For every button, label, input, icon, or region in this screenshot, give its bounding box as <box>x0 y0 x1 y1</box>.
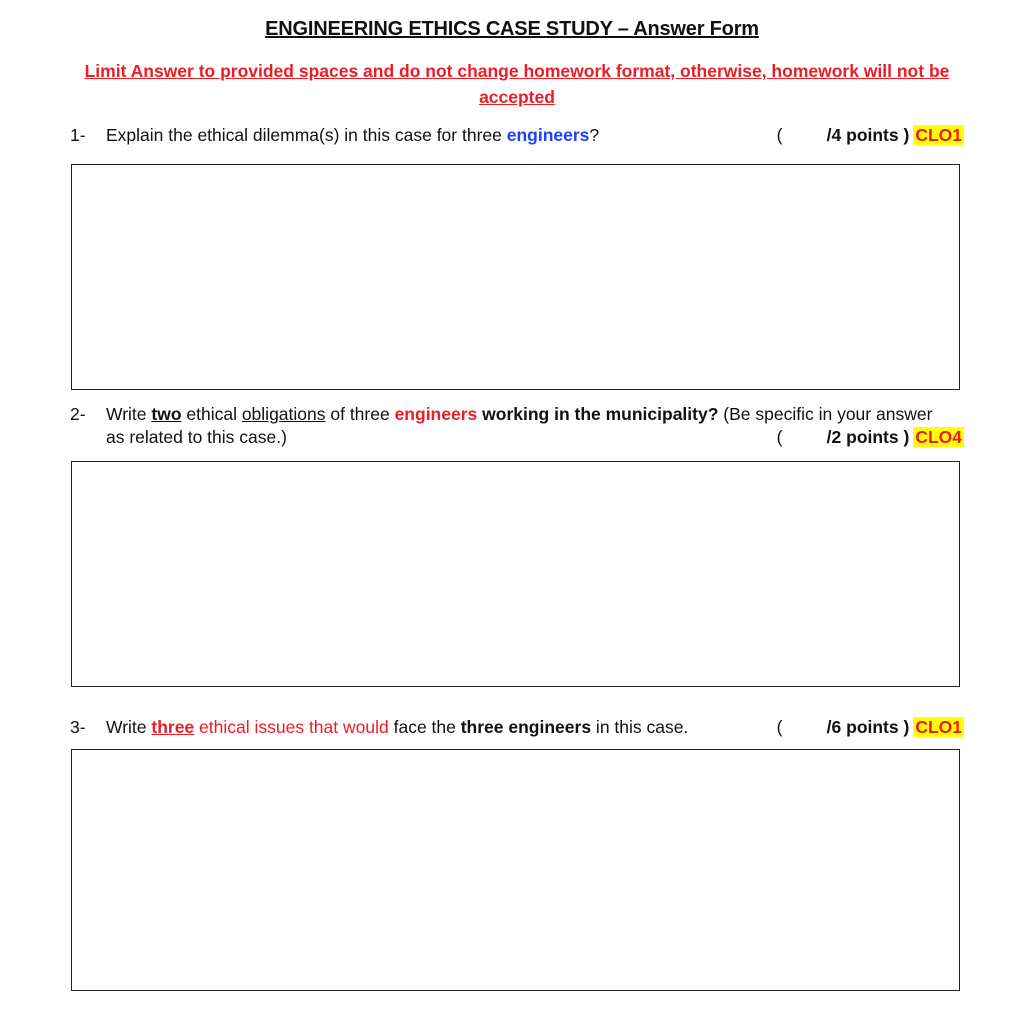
emphasis-ethical-issues: ethical issues that would <box>194 717 389 737</box>
answer-box-1[interactable] <box>71 164 960 390</box>
emphasis-two: two <box>151 404 182 424</box>
emphasis-obligations: obligations <box>241 404 326 424</box>
clo-badge: CLO4 <box>915 427 962 447</box>
text-part: ethical <box>181 404 242 424</box>
text-part: in this case. <box>591 717 689 737</box>
question-number: 1- <box>70 125 86 145</box>
points-field <box>777 124 964 147</box>
text-part: Write <box>106 404 152 424</box>
points-label: /6 points ) <box>826 717 910 737</box>
emphasis-three-engineers: three engineers <box>460 717 592 737</box>
question-text <box>106 124 599 147</box>
clo-badge: CLO1 <box>915 125 962 145</box>
question-number: 2- <box>70 404 86 424</box>
points-field <box>777 426 964 449</box>
points-label: /4 points ) <box>826 125 910 145</box>
paren-open: ( <box>776 427 783 447</box>
points-label: /2 points ) <box>826 427 910 447</box>
emphasis-engineers: engineers <box>506 125 590 145</box>
answer-box-3[interactable] <box>71 749 960 991</box>
text-part: (Be specific in your answer <box>718 404 933 424</box>
clo-badge: CLO1 <box>915 717 962 737</box>
question-text-line-2: as related to this case.) <box>106 427 287 447</box>
emphasis-municipality: working in the municipality? <box>482 404 719 424</box>
text-part: Write <box>106 717 152 737</box>
format-notice: Limit Answer to provided spaces and do not change homework format, otherwise, homework will not be accepted <box>84 61 950 107</box>
text-part: face the <box>388 717 461 737</box>
question-number: 3- <box>70 717 86 737</box>
points-field <box>777 716 964 739</box>
emphasis-engineers: engineers <box>394 404 478 424</box>
emphasis-three: three <box>151 717 195 737</box>
text-part: of three <box>325 404 395 424</box>
text-part: ? <box>589 125 600 145</box>
page-title: ENGINEERING ETHICS CASE STUDY – Answer Form <box>265 18 759 40</box>
answer-box-2[interactable] <box>71 461 960 687</box>
paren-open: ( <box>776 125 783 145</box>
question-text <box>106 716 688 739</box>
text-part: Explain the ethical dilemma(s) in this case for three <box>106 125 507 145</box>
paren-open: ( <box>776 717 783 737</box>
question-text <box>106 403 932 426</box>
